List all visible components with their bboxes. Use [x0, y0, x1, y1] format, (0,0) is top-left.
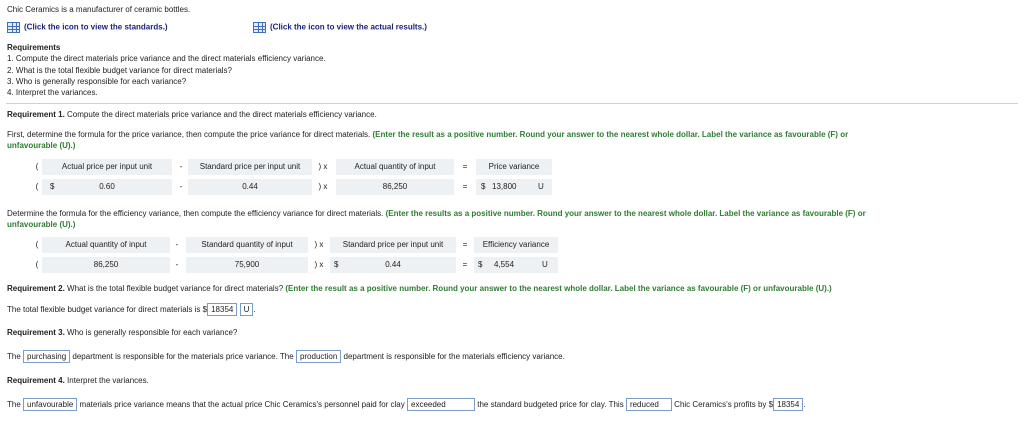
- standards-link[interactable]: (Click the icon to view the standards.): [7, 22, 168, 33]
- actual-quantity-input[interactable]: 86,250: [42, 257, 170, 273]
- paren-open: (: [35, 162, 39, 171]
- header-standard-price: Standard price per input unit: [188, 159, 312, 175]
- standard-price-input[interactable]: 0.44: [188, 179, 312, 195]
- requirement-item-4: 4. Interpret the variances.: [7, 88, 98, 97]
- minus-sign: -: [175, 240, 179, 249]
- close-times: ) x: [314, 260, 324, 269]
- header-price-variance: Price variance: [476, 159, 552, 175]
- close-times: ) x: [318, 162, 328, 171]
- variance-type-select[interactable]: unfavourable: [23, 398, 77, 411]
- header-actual-quantity: Actual quantity of input: [336, 159, 454, 175]
- standard-price-input[interactable]: $ 0.44: [330, 257, 456, 273]
- profit-amount-input[interactable]: 18354: [773, 398, 803, 411]
- efficiency-variance-value: 4,554: [494, 260, 515, 269]
- divider: [6, 103, 1018, 104]
- equals-sign: =: [462, 162, 468, 171]
- efficiency-variance-prompt: Determine the formula for the efficiency variance, then compute the efficiency variance for direct materials. (Enter the results as a positive number. Round your answer to the nearest whole dollar. Label the variance as favourable (F) or: [7, 209, 866, 218]
- requirements-heading: Requirements: [7, 43, 61, 52]
- efficiency-variance-prompt-cont: unfavourable (U).): [7, 220, 76, 229]
- profit-effect-select[interactable]: reduced: [626, 398, 672, 411]
- dollar-sign: $: [478, 260, 483, 269]
- close-times: ) x: [314, 240, 324, 249]
- paren-open: (: [35, 240, 39, 249]
- header-standard-price: Standard price per input unit: [330, 237, 456, 253]
- req4-heading: Requirement 4. Interpret the variances.: [7, 376, 149, 385]
- requirement-item-3: 3. Who is generally responsible for each variance?: [7, 77, 187, 86]
- paren-open: (: [35, 260, 39, 269]
- header-actual-quantity: Actual quantity of input: [42, 237, 170, 253]
- req3-answer-line: The purchasing department is responsible for the materials price variance. The production department is responsible for the materials efficiency variance.: [7, 352, 565, 361]
- paren-open: (: [35, 182, 39, 191]
- minus-sign: -: [179, 162, 183, 171]
- table-icon[interactable]: [253, 22, 266, 33]
- header-efficiency-variance: Efficiency variance: [474, 237, 558, 253]
- intro-text: Chic Ceramics is a manufacturer of ceramic bottles.: [7, 5, 191, 14]
- price-variance-prompt-cont: unfavourable (U).): [7, 141, 76, 150]
- total-variance-label[interactable]: U: [240, 303, 254, 316]
- equals-sign: =: [462, 182, 468, 191]
- efficiency-variance-result[interactable]: [474, 257, 558, 273]
- actual-price-input[interactable]: $ 0.60: [42, 179, 172, 195]
- results-link[interactable]: (Click the icon to view the actual results.): [253, 22, 427, 33]
- req2-answer-line: The total flexible budget variance for direct materials is $ 18354 U .: [7, 305, 256, 314]
- standard-quantity-input[interactable]: 75,900: [186, 257, 308, 273]
- req3-heading: Requirement 3. Who is generally responsible for each variance?: [7, 328, 238, 337]
- req2-heading: Requirement 2. What is the total flexible budget variance for direct materials? (Enter the result as a positive number. Round your answer to the nearest whole dollar. Label the variance as favourable (F) or unfavourable (U).): [7, 284, 832, 293]
- price-variance-department-select[interactable]: purchasing: [23, 350, 70, 363]
- equals-sign: =: [462, 260, 468, 269]
- req1-heading: Requirement 1. Compute the direct materials price variance and the direct materials efficiency variance.: [7, 110, 377, 119]
- minus-sign: -: [175, 260, 179, 269]
- price-variance-value: 13,800: [492, 182, 517, 191]
- minus-sign: -: [179, 182, 183, 191]
- header-standard-quantity: Standard quantity of input: [186, 237, 308, 253]
- requirement-item-2: 2. What is the total flexible budget variance for direct materials?: [7, 66, 232, 75]
- efficiency-variance-department-select[interactable]: production: [296, 350, 341, 363]
- table-icon[interactable]: [7, 22, 20, 33]
- price-variance-prompt: First, determine the formula for the price variance, then compute the price variance for direct materials. (Enter the result as a positive number. Round your answer to the nearest whole dollar. Label the variance as favourable (F) or: [7, 130, 849, 139]
- header-actual-price: Actual price per input unit: [42, 159, 172, 175]
- price-comparison-select[interactable]: exceeded: [407, 398, 475, 411]
- dollar-sign: $: [481, 182, 486, 191]
- requirement-item-1: 1. Compute the direct materials price variance and the direct materials efficiency variance.: [7, 54, 326, 63]
- total-variance-input[interactable]: 18354: [207, 303, 237, 316]
- efficiency-variance-label[interactable]: U: [542, 260, 548, 269]
- equals-sign: =: [462, 240, 468, 249]
- price-variance-label[interactable]: U: [538, 182, 544, 191]
- dollar-sign: $: [50, 182, 55, 191]
- actual-quantity-input[interactable]: 86,250: [336, 179, 454, 195]
- close-times: ) x: [318, 182, 328, 191]
- price-variance-result[interactable]: [476, 179, 552, 195]
- dollar-sign: $: [334, 260, 339, 269]
- req4-answer-line: The unfavourable materials price variance means that the actual price Chic Ceramics's personnel paid for clay exceeded the standard budgeted price for clay. This reduced Chic Ceramics's profits by $ 18354 .: [7, 400, 806, 409]
